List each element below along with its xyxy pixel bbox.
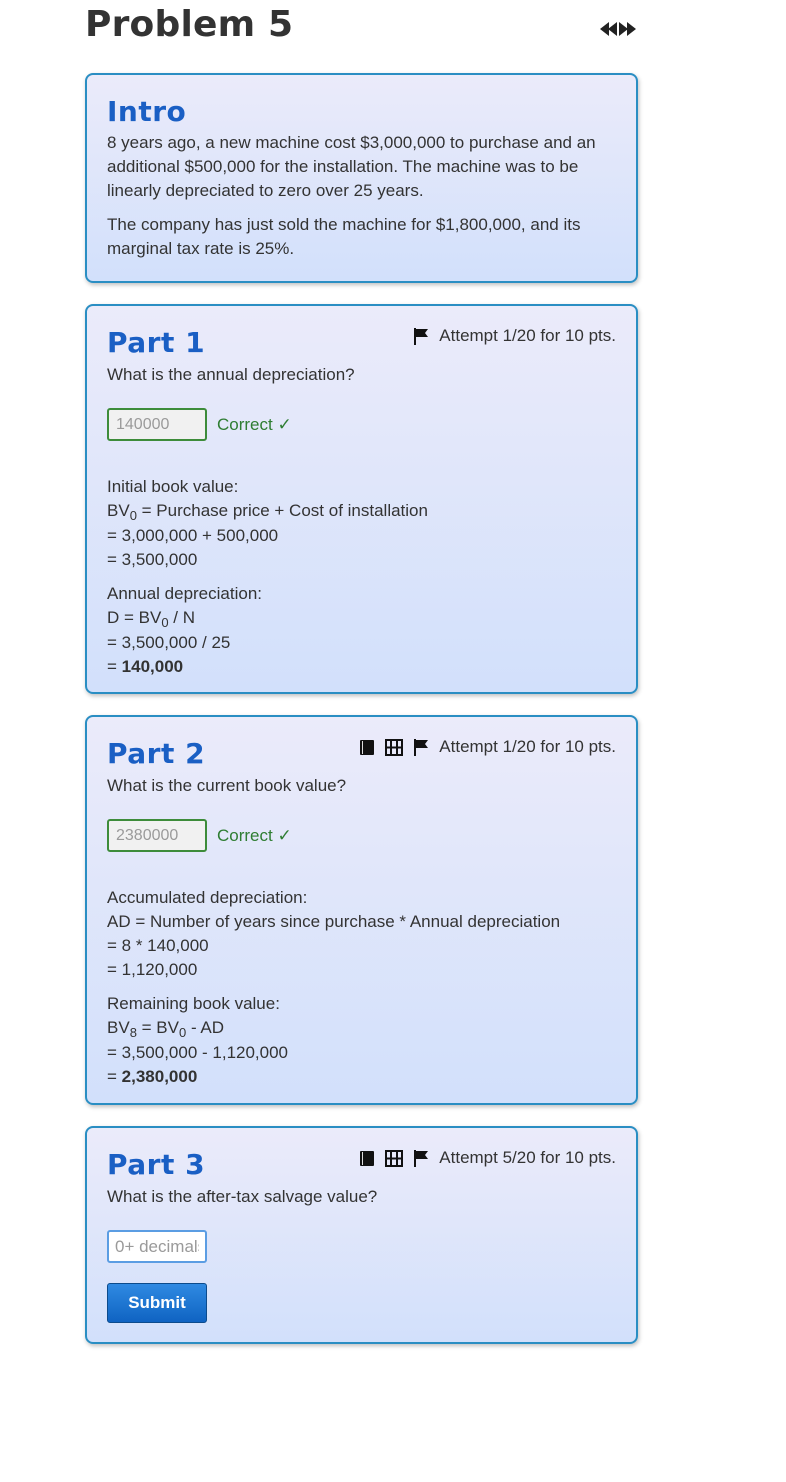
- problem-navigation: [600, 22, 636, 36]
- formula-text: / N: [168, 608, 196, 627]
- part-3-attempt-info: [359, 1148, 616, 1168]
- solution-result: [107, 655, 616, 679]
- solution-heading: Remaining book value:: [107, 994, 280, 1013]
- solution-line: = 3,500,000 - 1,120,000: [107, 1043, 289, 1062]
- formula-subscript: 8: [129, 1025, 137, 1040]
- part-1-correct-status: Correct ✓: [217, 414, 292, 434]
- part-2-question: What is the current book value?: [107, 776, 347, 795]
- part-1-answer-row: [107, 408, 616, 441]
- part-3-submit-row: [107, 1283, 616, 1323]
- solution-heading: Annual depreciation:: [107, 584, 263, 603]
- book-icon[interactable]: [359, 739, 375, 756]
- formula-subscript: 0: [129, 508, 137, 523]
- flag-icon[interactable]: [413, 1150, 429, 1167]
- part-2-card: [85, 715, 638, 1105]
- submit-button[interactable]: Submit: [107, 1283, 207, 1323]
- part-2-solution-step-1: [107, 886, 616, 982]
- final-answer: 140,000: [121, 657, 184, 676]
- solution-line: = 3,500,000 / 25: [107, 633, 231, 652]
- formula-text: = BV: [136, 1018, 179, 1037]
- solution-line: = 8 * 140,000: [107, 936, 209, 955]
- part-2-title: Part 2: [107, 737, 206, 770]
- part-3-card: [85, 1126, 638, 1344]
- part-2-correct-status: Correct ✓: [217, 825, 292, 845]
- formula-variable: BV: [107, 501, 130, 520]
- solution-line: = 3,000,000 + 500,000: [107, 526, 279, 545]
- part-1-solution-step-2: [107, 582, 616, 679]
- intro-paragraph-1: 8 years ago, a new machine cost $3,000,000 to purchase and an additional $500,000 for the installation. The machine was to be linearly depreciated to zero over 25 years.: [107, 133, 596, 200]
- solution-line: [107, 1016, 616, 1041]
- part-3-input-row: [107, 1230, 616, 1263]
- problem-header: [85, 0, 638, 72]
- video-icon[interactable]: [385, 739, 403, 756]
- part-3-attempt-text: Attempt 5/20 for 10 pts.: [439, 1148, 616, 1167]
- part-1-attempt-info: [413, 326, 616, 346]
- solution-heading: Initial book value:: [107, 477, 239, 496]
- previous-problem-icon[interactable]: [600, 22, 618, 36]
- part-3-question: What is the after-tax salvage value?: [107, 1187, 378, 1206]
- formula-variable: BV: [107, 1018, 130, 1037]
- part-2-solution-step-2: [107, 992, 616, 1089]
- part-2-attempt-info: [359, 737, 616, 757]
- solution-line: AD = Number of years since purchase * Annual depreciation: [107, 912, 561, 931]
- part-3-answer-input[interactable]: [107, 1230, 207, 1263]
- intro-title: Intro: [107, 95, 187, 128]
- part-2-answer-row: [107, 819, 616, 852]
- page-title: Problem 5: [85, 4, 294, 45]
- formula-text: =: [107, 1067, 122, 1086]
- solution-result: [107, 1065, 616, 1089]
- part-1-answer-field: 140000: [107, 408, 207, 441]
- flag-icon[interactable]: [413, 739, 429, 756]
- flag-icon[interactable]: [413, 328, 429, 345]
- formula-subscript: 0: [178, 1025, 187, 1040]
- part-1-attempt-text: Attempt 1/20 for 10 pts.: [439, 326, 616, 345]
- part-1-solution-step-1: [107, 475, 616, 572]
- part-1-question: What is the annual depreciation?: [107, 365, 355, 384]
- part-3-title: Part 3: [107, 1148, 206, 1181]
- solution-heading: Accumulated depreciation:: [107, 888, 308, 907]
- part-1-title: Part 1: [107, 326, 206, 359]
- video-icon[interactable]: [385, 1150, 403, 1167]
- formula-text: =: [107, 657, 122, 676]
- solution-line: = 1,120,000: [107, 960, 198, 979]
- intro-card: [85, 73, 638, 283]
- solution-line: [107, 606, 616, 631]
- solution-line: = 3,500,000: [107, 550, 198, 569]
- part-1-card: [85, 304, 638, 694]
- part-2-attempt-text: Attempt 1/20 for 10 pts.: [439, 737, 616, 756]
- formula-subscript: 0: [161, 615, 169, 630]
- part-2-answer-field: 2380000: [107, 819, 207, 852]
- problem-page: [85, 0, 638, 1312]
- book-icon[interactable]: [359, 1150, 375, 1167]
- formula-text: - AD: [186, 1018, 225, 1037]
- intro-paragraph-2: The company has just sold the machine for $1,800,000, and its marginal tax rate is 25%.: [107, 215, 581, 258]
- solution-line: [107, 499, 616, 524]
- next-problem-icon[interactable]: [618, 22, 636, 36]
- formula-text: D = BV: [107, 608, 162, 627]
- formula-text: = Purchase price + Cost of installation: [136, 501, 428, 520]
- final-answer: 2,380,000: [121, 1067, 198, 1086]
